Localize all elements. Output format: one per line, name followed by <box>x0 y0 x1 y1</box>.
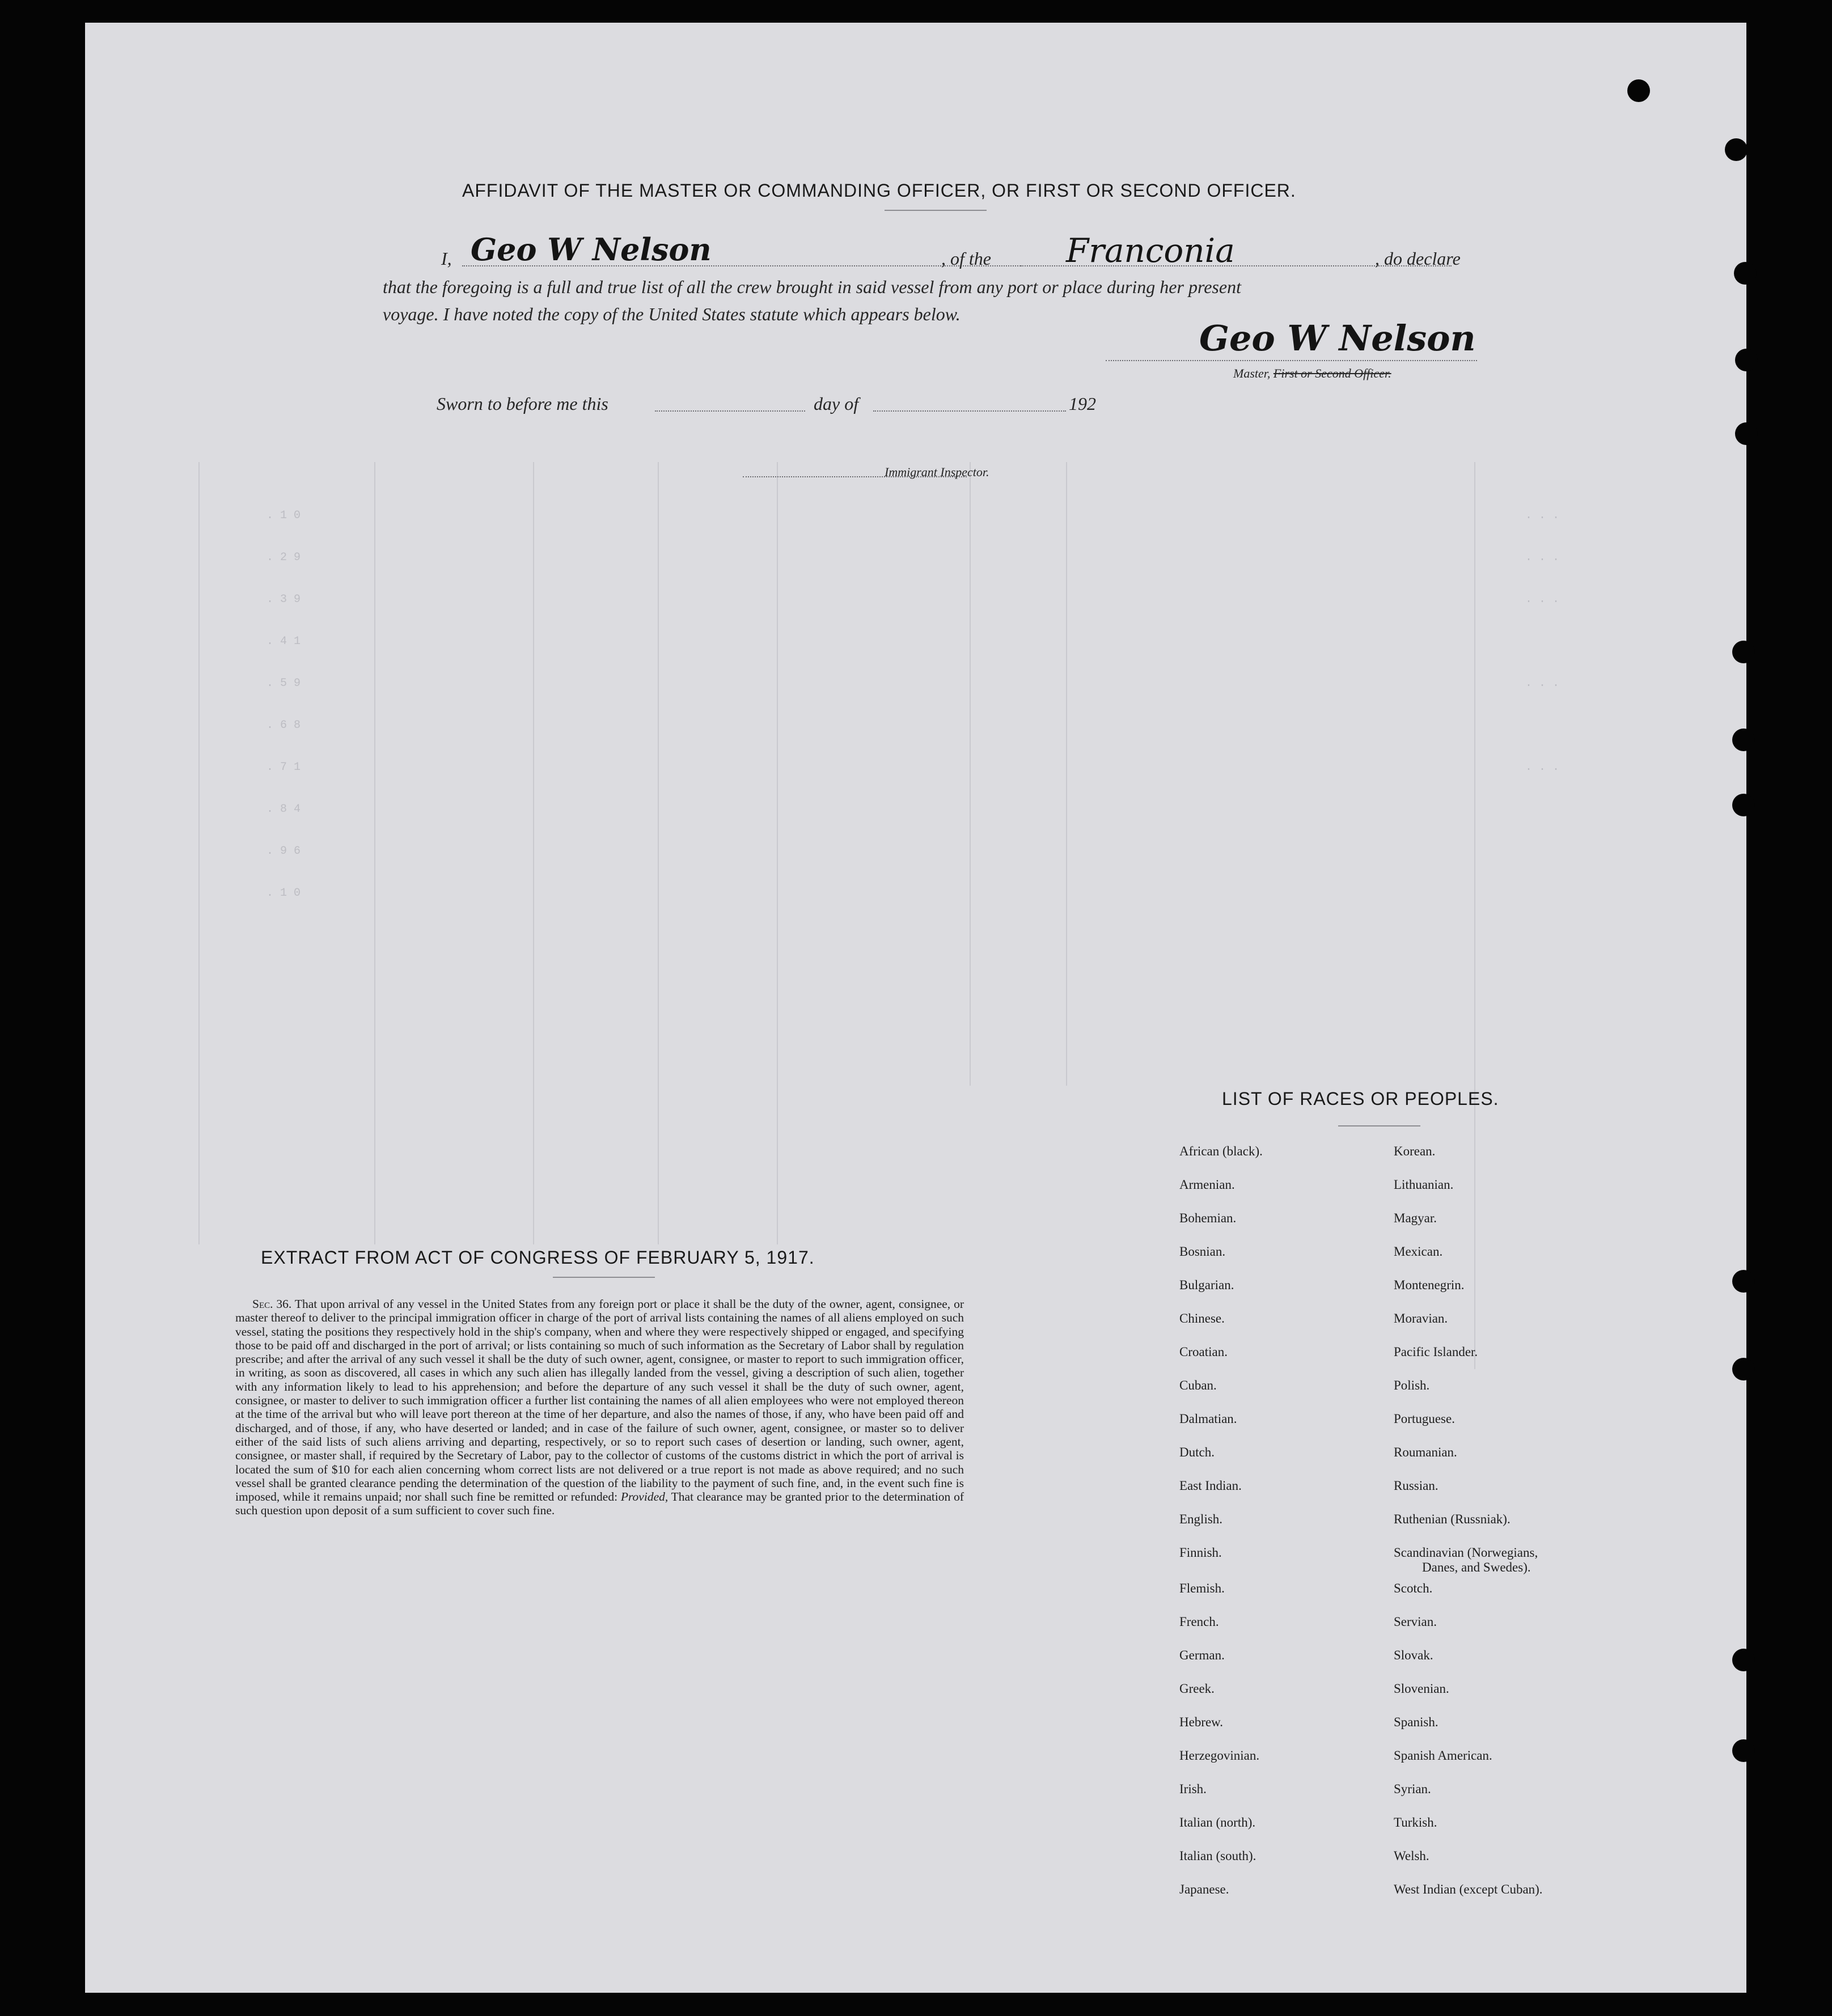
race-item: Hebrew. <box>1179 1715 1224 1729</box>
race-item: East Indian. <box>1179 1479 1242 1493</box>
race-item: Bulgarian. <box>1179 1278 1234 1292</box>
race-item: Montenegrin. <box>1394 1278 1465 1292</box>
race-item: Magyar. <box>1394 1211 1437 1225</box>
extract-title: EXTRACT FROM ACT OF CONGRESS OF FEBRUARY 5, 1917. <box>261 1247 815 1268</box>
race-item: Herzegovinian. <box>1179 1748 1260 1763</box>
races-divider <box>1338 1125 1420 1126</box>
sworn-text: Sworn to before me this <box>437 393 608 414</box>
struck-officer-label: First or Second Officer. <box>1273 366 1391 380</box>
race-item: Scandinavian (Norwegians, <box>1394 1545 1538 1560</box>
race-item: Chinese. <box>1179 1311 1225 1325</box>
race-item: Dalmatian. <box>1179 1412 1237 1426</box>
affidavit-line2: that the foregoing is a full and true list of all the crew brought in said vessel from any port or place during her present <box>383 277 1241 297</box>
race-item: Dutch. <box>1179 1445 1215 1459</box>
race-item: German. <box>1179 1648 1225 1662</box>
race-item: Ruthenian (Russniak). <box>1394 1512 1511 1526</box>
race-item: Servian. <box>1394 1615 1437 1629</box>
inspector-label: Immigrant Inspector. <box>885 465 989 479</box>
race-item: Portuguese. <box>1394 1412 1455 1426</box>
race-item: Bohemian. <box>1179 1211 1237 1225</box>
punch-hole-icon <box>1627 79 1650 102</box>
section-label: Sec. 36. <box>252 1297 292 1311</box>
punch-hole-icon <box>1732 794 1755 816</box>
race-item-continuation: Danes, and Swedes). <box>1422 1560 1531 1574</box>
race-item: Pacific Islander. <box>1394 1345 1478 1359</box>
race-item: Roumanian. <box>1394 1445 1457 1459</box>
race-item: Greek. <box>1179 1682 1215 1696</box>
punch-hole-icon <box>1732 1358 1755 1380</box>
officer-name-handwritten: Geo W Nelson <box>471 231 712 268</box>
affidavit-line3: voyage. I have noted the copy of the United States statute which appears below. <box>383 304 961 324</box>
race-item: Scotch. <box>1394 1581 1433 1595</box>
sworn-month-line <box>873 410 1066 412</box>
race-item: Korean. <box>1394 1144 1436 1158</box>
race-item: Spanish. <box>1394 1715 1438 1729</box>
title-divider <box>885 210 987 211</box>
race-item: Spanish American. <box>1394 1748 1492 1763</box>
punch-hole-icon <box>1732 729 1755 751</box>
race-item: Slovak. <box>1394 1648 1433 1662</box>
race-item: Italian (south). <box>1179 1849 1256 1863</box>
extract-text-part1: That upon arrival of any vessel in the United States from any foreign port or place it shall be the duty of the owner, agent, consignee, or master thereof to deliver to the principal immigration officer in charge of the port of arrival lists containing the names of all aliens employed on such vessel, stating the positions they respectively hold in the ship's company, when and where they were respectively shipped or engaged, and specifying those to be paid off and discharged in the port of arrival; or lists containing so much of such information as the Secretary of Labor shall by regulation prescribe; and after the arrival of any such vessel it shall be the duty of such owner, agent, consignee, or master to report to such immigration officer, in writing, as soon as discovered, all cases in which any such alien has illegally landed from the vessel, giving a description of such alien, together with any information likely to lead to his apprehension; and before the departure of any such vessel it shall be the duty of such owner, agent, consignee, or master to deliver to such immigration officer a further list containing the names of all alien employees who were not employed thereon at the time of the arrival but who will leave port thereon at the time of her departure, and also the names of those, if any, who have been paid off and discharged, and of those, if any, who have deserted or landed; and in case of the failure of such owner, agent, consignee, or master so to deliver either of the said lists of such aliens arriving and departing, respectively, or so to report such cases of desertion or landing, such owner, agent, consignee, or master shall, if required by the Secretary of Labor, pay to the collector of customs of the customs district in which the port of arrival is located the sum of $10 for each alien concerning whom correct lists are not delivered or a true report is not made as above required; and no such vessel shall be granted clearance pending the determination of the question of the liability to the payment of such fine, and, in the event such fine is imposed, while it remains unpaid; nor shall such fine be remitted or refunded: <box>235 1297 964 1504</box>
race-item: Armenian. <box>1179 1178 1235 1192</box>
punch-hole-icon <box>1732 1270 1755 1293</box>
provided-term: Provided, <box>620 1490 669 1504</box>
do-declare-label: , do declare <box>1375 248 1461 269</box>
form-page: . 1 0 . 2 9 . 3 9 . 4 1 . 5 9 . 6 8 . 7 1 . 8 4 . 9 6 . 1 0 . . . . . . . . . . . . . . . AFFIDAVIT OF THE MASTER OR COMMANDING OFFICER, OR FIRST OR SECOND OFFICER. I, Geo W Nelson , of the Franconia , do declare that the foregoing is a full and true list of all the crew brought in said vessel from any port or place during her present voyage. I have noted the copy of the United States statute which appears below. Geo W Nelson Master, First or Second Officer. Sworn to before me this day of 192 Immigrant Inspector. EXTRACT FROM ACT OF CONGRESS OF FEBRUARY 5, 1917. Sec. 36. That upon arrival of any vessel in the United States from any foreign port or place it shall be the duty of the owner, agent, consignee, or master thereof to deliver to the principal immigration officer in charge of the port of arrival lists containing the names of all aliens employed on such vessel, stating the positions they respectively hold in the ship's company, when and where they were respectively shipped or engaged, and specifying those to be paid off and discharged in the port of arrival; or lists containing so much of such information as the Secretary of Labor shall by regulation prescribe; and after the arrival of any such vessel it shall be the duty of such owner, agent, consignee, or master to report to such immigration officer, in writing, as soon as discovered, all cases in which any such alien has illegally landed from the vessel, giving a description of such alien, together with any information likely to lead to his apprehension; and before the departure of any such vessel it shall be the duty of such owner, agent, consignee, or master to deliver to such immigration officer a further list containing the names of all alien employees who were not employed thereon at the time of the arrival but who will leave port thereon at the time of her departure, and also the names of those, if any, who have been paid off and discharged, and of those, if any, who have deserted or landed; and in case of the failure of such owner, agent, consignee, or master so to deliver either of the said lists of such aliens arriving and departing, respectively, or so to report such cases of desertion or landing, such owner, agent, consignee, or master shall, if required by the Secretary of Labor, pay to the collector of customs of the customs district in which the port of arrival is located the sum of $10 for each alien concerning whom correct lists are not delivered or a true report is not made as above required; and no such vessel shall be granted clearance pending the determination of the question of the liability to the payment of such fine, and, in the event such fine is imposed, while it remains unpaid; nor shall such fine be remitted or refunded: Provided, That clearance may be granted prior to the determination of such question upon deposit of a sum sufficient to cover such fine. LIST OF RACES OR PEOPLES. African (black). Armenian. Bohemian. Bosnian. Bulgarian. Chinese. Croatian. Cuban. Dalmatian. Dutch. East Indian. English. Finnish. Flemish. French. German. Greek. Hebrew. Herzegovinian. Irish. Italian (north). Italian (south). Japanese. Korean. Lithuanian. Magyar. Mexican. Montenegrin. Moravian. Pacific Islander. Polish. Portuguese. Roumanian. Russian. Ruthenian (Russniak). Scandinavian (Norwegians, Danes, and Swedes). Scotch. Servian. Slovak. Slovenian. Spanish. Spanish American. Syrian. Turkish. Welsh. West Indian (except Cuban). <box>85 23 1746 1993</box>
punch-hole-icon <box>1725 138 1748 161</box>
race-item: African (black). <box>1179 1144 1263 1158</box>
extract-divider <box>553 1277 655 1278</box>
race-item: Finnish. <box>1179 1545 1222 1560</box>
race-item: Welsh. <box>1394 1849 1429 1863</box>
race-item: Flemish. <box>1179 1581 1225 1595</box>
master-signature: Geo W Nelson <box>1199 317 1476 359</box>
race-item: Turkish. <box>1394 1815 1437 1829</box>
race-item: Moravian. <box>1394 1311 1448 1325</box>
day-of-label: day of <box>814 393 859 414</box>
race-item: Mexican. <box>1394 1244 1443 1259</box>
race-item: Cuban. <box>1179 1378 1217 1392</box>
year-prefix: 192 <box>1069 393 1096 414</box>
race-item: Lithuanian. <box>1394 1178 1454 1192</box>
race-item: Russian. <box>1394 1479 1438 1493</box>
race-item: Croatian. <box>1179 1345 1228 1359</box>
affidavit-title: AFFIDAVIT OF THE MASTER OR COMMANDING OFFICER, OR FIRST OR SECOND OFFICER. <box>462 180 1296 201</box>
sworn-day-line <box>655 410 805 412</box>
extract-text-part2: That clearance may be granted prior to the determination of such question upon deposit of a sum sufficient to cover such fine. <box>235 1490 964 1518</box>
race-item: Japanese. <box>1179 1882 1229 1896</box>
race-item: English. <box>1179 1512 1223 1526</box>
punch-hole-icon <box>1732 1739 1755 1762</box>
signature-line <box>1106 360 1477 361</box>
master-title <box>1233 366 1391 381</box>
races-title: LIST OF RACES OR PEOPLES. <box>1222 1089 1499 1109</box>
punch-hole-icon <box>1735 422 1758 445</box>
race-item: Syrian. <box>1394 1782 1431 1796</box>
master-label: Master, <box>1233 366 1271 380</box>
punch-hole-icon <box>1732 1649 1755 1671</box>
punch-hole-icon <box>1734 262 1757 285</box>
punch-hole-icon <box>1732 641 1755 663</box>
race-item: Italian (north). <box>1179 1815 1256 1829</box>
affidavit-line1-prefix: I, <box>441 248 452 269</box>
punch-hole-icon <box>1735 349 1758 371</box>
race-item: Polish. <box>1394 1378 1430 1392</box>
race-item: Slovenian. <box>1394 1682 1449 1696</box>
extract-body <box>235 1297 964 1518</box>
race-item: Irish. <box>1179 1782 1207 1796</box>
race-item: French. <box>1179 1615 1219 1629</box>
race-item: West Indian (except Cuban). <box>1394 1882 1543 1896</box>
of-the-label: , of the <box>941 248 991 269</box>
race-item: Bosnian. <box>1179 1244 1226 1259</box>
vessel-name-handwritten: Franconia <box>1066 231 1235 270</box>
